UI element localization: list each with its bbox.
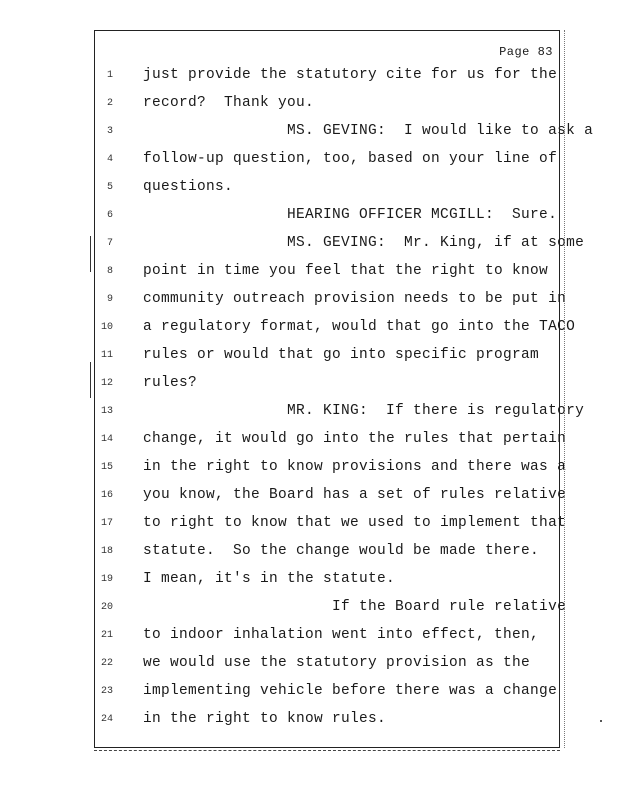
transcript-line — [95, 179, 561, 199]
line-number: 6 — [106, 210, 113, 221]
line-text: MR. KING: If there is regulatory — [143, 403, 585, 419]
line-text: community outreach provision needs to be put in — [143, 291, 567, 307]
line-number: 19 — [100, 574, 113, 585]
line-number: 13 — [100, 406, 113, 417]
line-number: 7 — [106, 238, 113, 249]
line-text: we would use the statutory provision as the — [143, 655, 531, 671]
transcript-line — [95, 403, 585, 423]
transcript-line — [95, 711, 561, 731]
line-text: record? Thank you. — [143, 95, 315, 111]
transcript-line — [95, 291, 567, 311]
transcript-line — [95, 95, 561, 115]
line-number: 15 — [100, 462, 113, 473]
line-text: MS. GEVING: Mr. King, if at some — [143, 235, 585, 251]
transcript-line — [95, 683, 561, 703]
line-number: 11 — [100, 350, 113, 361]
line-number: 14 — [100, 434, 113, 445]
line-text: If the Board rule relative — [143, 599, 567, 615]
transcript-line — [95, 431, 567, 451]
line-text: MS. GEVING: I would like to ask a — [143, 123, 594, 139]
line-number: 3 — [106, 126, 113, 137]
transcript-line — [95, 515, 567, 535]
line-text: HEARING OFFICER MCGILL: Sure. — [143, 207, 558, 223]
transcript-line — [95, 459, 567, 479]
line-number: 18 — [100, 546, 113, 557]
transcript-line — [95, 207, 561, 227]
line-number: 1 — [106, 70, 113, 81]
line-text: to right to know that we used to implement that — [143, 515, 567, 531]
line-text: in the right to know rules. — [143, 711, 387, 727]
line-text: point in time you feel that the right to know — [143, 263, 549, 279]
margin-bar-mark — [90, 362, 91, 398]
line-text: implementing vehicle before there was a change — [143, 683, 558, 699]
transcript-line — [95, 599, 567, 619]
line-number: 22 — [100, 658, 113, 669]
transcript-line — [95, 543, 561, 563]
line-number: 24 — [100, 714, 113, 725]
scan-speck — [600, 720, 602, 722]
transcript-line — [95, 235, 585, 255]
line-number: 12 — [100, 378, 113, 389]
line-text: a regulatory format, would that go into the TACO — [143, 319, 576, 335]
transcript-line — [95, 655, 561, 675]
line-text: questions. — [143, 179, 234, 195]
transcript-line — [95, 151, 561, 171]
line-text: just provide the statutory cite for us for the — [143, 67, 558, 83]
line-number: 2 — [106, 98, 113, 109]
line-number: 8 — [106, 266, 113, 277]
line-number: 23 — [100, 686, 113, 697]
line-number: 17 — [100, 518, 113, 529]
line-text: rules? — [143, 375, 198, 391]
line-number: 5 — [106, 182, 113, 193]
footer-rule — [94, 750, 560, 753]
transcript-line — [95, 375, 561, 395]
line-text: in the right to know provisions and there was a — [143, 459, 567, 475]
transcript-line — [95, 123, 594, 143]
line-text: you know, the Board has a set of rules relative — [143, 487, 567, 503]
transcript-line — [95, 319, 576, 339]
line-text: follow-up question, too, based on your line of — [143, 151, 558, 167]
line-text: change, it would go into the rules that pertain — [143, 431, 567, 447]
line-text: to indoor inhalation went into effect, then, — [143, 627, 540, 643]
line-text: I mean, it's in the statute. — [143, 571, 396, 587]
transcript-line — [95, 487, 567, 507]
line-number: 4 — [106, 154, 113, 165]
line-text: statute. So the change would be made there. — [143, 543, 540, 559]
line-number: 20 — [100, 602, 113, 613]
margin-bar-mark — [90, 236, 91, 272]
line-number: 10 — [100, 322, 113, 333]
line-number: 21 — [100, 630, 113, 641]
line-number: 16 — [100, 490, 113, 501]
transcript-line — [95, 627, 561, 647]
transcript-line — [95, 67, 561, 87]
transcript-line — [95, 347, 561, 367]
right-edge-dots — [561, 30, 565, 748]
page-number: Page 83 — [499, 45, 553, 59]
line-number: 9 — [106, 294, 113, 305]
transcript-line — [95, 571, 561, 591]
line-text: rules or would that go into specific program — [143, 347, 540, 363]
transcript-line — [95, 263, 561, 283]
transcript-page — [94, 30, 594, 748]
